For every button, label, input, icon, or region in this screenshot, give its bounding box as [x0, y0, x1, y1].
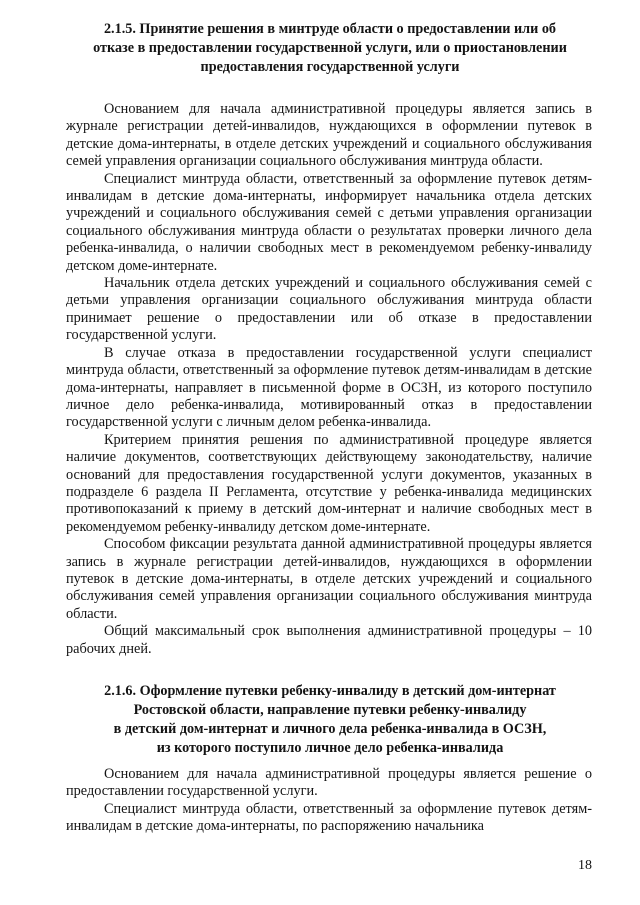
- paragraph: Критерием принятия решения по административной процедуре является наличие документов, соответствующих действующему законодательству, наличие оснований для предоставления государственной услуги документов, указанных в подразделе 6 раздела II Регламента, отсутствие у ребенка-инвалида медицинских противопоказаний к приему в детский дом-интернат и наличие свободных мест в рекомендуемом ребенку-инвалиду детском доме-интернате.: [66, 431, 592, 535]
- heading-line: 2.1.6. Оформление путевки ребенку-инвалиду в детский дом-интернат: [104, 683, 556, 699]
- section-2-1-5-heading: [66, 20, 594, 77]
- section-2-1-6-heading: [66, 682, 594, 758]
- heading-line: из которого поступило личное дело ребенка-инвалида: [156, 740, 504, 756]
- page-number: 18: [578, 858, 592, 873]
- heading-line: в детский дом-интернат и личного дела ребенка-инвалида в ОСЗН,: [113, 721, 547, 737]
- paragraph: Общий максимальный срок выполнения административной процедуры – 10 рабочих дней.: [66, 623, 592, 657]
- paragraph: Основанием для начала административной процедуры является запись в журнале регистрации детей-инвалидов, нуждающихся в оформлении путевок в детские дома-интернаты, в отделе детских учреждений и социального обслуживания семей управления организации социального обслуживания минтруда области.: [66, 101, 592, 170]
- heading-line: предоставления государственной услуги: [200, 59, 460, 75]
- heading-line: отказе в предоставлении государственной услуги, или о приостановлении: [93, 40, 567, 56]
- section-2-1-5-body: [66, 101, 592, 658]
- heading-line: 2.1.5. Принятие решения в минтруде области о предоставлении или об: [103, 21, 557, 37]
- paragraph: Начальник отдела детских учреждений и социального обслуживания семей с детьми управления организации социального обслуживания минтруда области принимает решение о предоставлении или об отказе в предоставлении государственной услуги.: [66, 275, 592, 344]
- heading-line: Ростовской области, направление путевки ребенку-инвалиду: [133, 702, 527, 718]
- section-2-1-6-body: [66, 766, 592, 836]
- paragraph: Способом фиксации результата данной административной процедуры является запись в журнале регистрации детей-инвалидов, нуждающихся в оформлении путевок в детские дома-интернаты, в отделе детских учреждений и социального обслуживания семей управления организации социального обслуживания минтруда области.: [66, 536, 592, 622]
- paragraph: Основанием для начала административной процедуры является решение о предоставлении государственной услуги.: [66, 766, 592, 800]
- paragraph: Специалист минтруда области, ответственный за оформление путевок детям-инвалидам в детские дома-интернаты, информирует начальника отдела детских учреждений и социального обслуживания семей с детьми управления организации социального обслуживания минтруда области о результатах проверки личного дела ребенка-инвалида, о наличии свободных мест в рекомендуемом ребенку-инвалиду детском доме-интернате.: [66, 170, 592, 274]
- paragraph: В случае отказа в предоставлении государственной услуги специалист минтруда области, ответственный за оформление путевок детям-инвалидам в детские дома-интернаты, направляет в письменной форме в ОСЗН, из которого поступило личное дело ребенка-инвалида, мотивированный отказ в предоставлении государственной услуги с личным делом ребенка-инвалида.: [66, 344, 592, 431]
- paragraph: Специалист минтруда области, ответственный за оформление путевок детям-инвалидам в детские дома-интернаты, по распоряжению начальника: [66, 800, 592, 835]
